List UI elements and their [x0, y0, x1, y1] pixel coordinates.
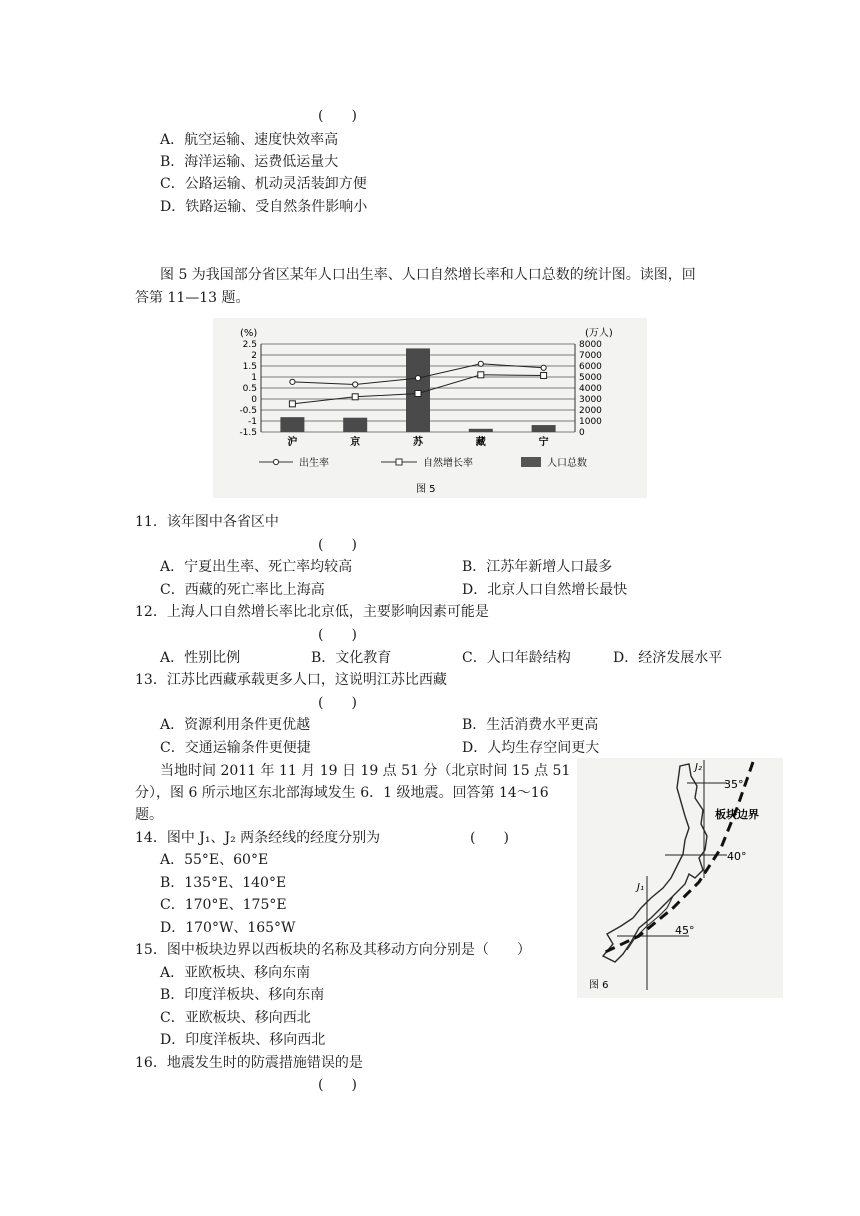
natural-growth-point-苏 [415, 391, 421, 397]
right-tick-labels [579, 340, 602, 438]
figure5-chart [213, 318, 647, 498]
right-tick-label: 3000 [579, 395, 602, 405]
intro5-line2: 答第 11—13 题。 [135, 290, 250, 306]
right-tick-label: 6000 [579, 362, 602, 372]
natural-growth-point-沪 [289, 401, 295, 407]
legend-natural-label: 自然增长率 [423, 458, 473, 469]
q13-option-b: B．生活消费水平更高 [462, 717, 599, 733]
right-tick-label: 8000 [579, 340, 602, 350]
q11-option-c: C．西藏的死亡率比上海高 [160, 582, 325, 598]
label-35: 35° [724, 778, 744, 791]
q10-option-c: C．公路运输、机动灵活装卸方便 [160, 176, 367, 192]
left-tick-label: 1 [251, 373, 257, 383]
q14-answer-paren: ( ) [470, 830, 509, 846]
q13-option-a: A．资源利用条件更优越 [160, 717, 311, 733]
category-labels [287, 435, 548, 448]
intro5-line1: 图 5 为我国部分省区某年人口出生率、人口自然增长率和人口总数的统计图。读图，回 [160, 267, 696, 283]
left-tick-labels [239, 340, 257, 438]
q15-option-d: D．印度洋板块、移向西北 [160, 1032, 326, 1048]
q14-option-a: A．55°E、60°E [160, 852, 269, 868]
right-tick-label: 7000 [579, 351, 602, 361]
left-tick-label: 0 [251, 395, 257, 405]
natural-growth-point-藏 [478, 372, 484, 378]
q15-option-a: A．亚欧板块、移向东南 [160, 965, 311, 981]
right-tick-label: 4000 [579, 384, 602, 394]
legend-birth-label: 出生率 [299, 458, 329, 469]
coastline-inner [627, 896, 673, 950]
q12-answer-paren: ( ) [318, 627, 357, 643]
label-j2: J₂ [695, 762, 702, 773]
figure6-caption: 图 6 [589, 980, 609, 991]
q12-option-c: C．人口年龄结构 [462, 650, 571, 666]
intro6-line3: 题。 [135, 807, 163, 823]
q13-option-d: D．人均生存空间更大 [462, 740, 600, 756]
figure5 [213, 318, 647, 498]
bar-京 [343, 418, 367, 432]
q13-option-c: C．交通运输条件更便捷 [160, 740, 311, 756]
bar-宁 [532, 425, 556, 432]
q10-answer-paren: ( ) [318, 108, 357, 124]
birth-rate-point-沪 [290, 379, 295, 384]
legend-pop-swatch [521, 457, 541, 467]
birth-rate-point-苏 [415, 376, 420, 381]
q12-option-d: D．经济发展水平 [613, 650, 723, 666]
label-j1: J₁ [637, 882, 644, 893]
q14-stem: 14．图中 J₁、J₂ 两条经线的经度分别为 [135, 830, 381, 846]
category-label: 宁 [538, 437, 549, 448]
right-tick-label: 2000 [579, 406, 602, 416]
q14-option-b: B．135°E、140°E [160, 875, 287, 891]
q14-option-d: D．170°W、165°W [160, 920, 296, 936]
label-45: 45° [675, 924, 695, 937]
left-tick-label: 1.5 [242, 362, 257, 372]
left-axis-unit: (%) [240, 328, 258, 339]
q11-option-a: A．宁夏出生率、死亡率均较高 [160, 559, 353, 575]
left-tick-label: -1 [248, 417, 257, 427]
q11-option-b: B．江苏年新增人口最多 [462, 559, 613, 575]
birth-rate-point-藏 [478, 361, 483, 366]
q10-option-a: A．航空运输、速度快效率高 [160, 132, 339, 148]
left-tick-label: -1.5 [239, 428, 257, 438]
left-tick-label: 0.5 [242, 384, 257, 394]
category-label: 沪 [287, 437, 298, 448]
q16-answer-paren: ( ) [318, 1077, 357, 1093]
q13-stem: 13．江苏比西藏承载更多人口，这说明江苏比西藏 [135, 672, 447, 688]
natural-growth-point-宁 [541, 372, 547, 378]
birth-rate-point-京 [353, 382, 358, 387]
q12-stem: 12．上海人口自然增长率比北京低，主要影响因素可能是 [135, 604, 489, 620]
category-label: 藏 [475, 437, 486, 448]
q11-option-d: D．北京人口自然增长最快 [462, 582, 628, 598]
intro6-line1: 当地时间 2011 年 11 月 19 日 19 点 51 分（北京时间 15 点 51 [160, 763, 571, 779]
figure5-caption: 图 5 [416, 484, 436, 495]
q15-option-b: B．印度洋板块、移向东南 [160, 987, 325, 1003]
q13-answer-paren: ( ) [318, 695, 357, 711]
intro6-line2: 分），图 6 所示地区东北部海域发生 6．1 级地震。回答第 14～16 [135, 785, 549, 801]
bar-藏 [469, 429, 493, 432]
q15-option-c: C．亚欧板块、移向西北 [160, 1010, 311, 1026]
figure6 [577, 758, 783, 998]
left-tick-label: -0.5 [239, 406, 257, 416]
legend-natural-marker [396, 459, 402, 465]
right-axis-unit: (万人) [585, 328, 613, 339]
q16-stem: 16．地震发生时的防震措施错误的是 [135, 1055, 363, 1071]
label-boundary: 板块边界 [715, 808, 759, 821]
natural-growth-point-京 [352, 394, 358, 400]
category-label: 苏 [413, 437, 423, 448]
q11-answer-paren: ( ) [318, 537, 357, 553]
q11-stem: 11．该年图中各省区中 [135, 514, 279, 530]
birth-rate-point-宁 [541, 365, 546, 370]
right-tick-label: 1000 [579, 417, 602, 427]
right-tick-label: 0 [579, 428, 585, 438]
label-40: 40° [727, 850, 747, 863]
q10-option-b: B．海洋运输、运费低运量大 [160, 154, 339, 170]
legend-birth-marker [273, 459, 278, 464]
q14-option-c: C．170°E、175°E [160, 897, 287, 913]
q12-option-a: A．性别比例 [160, 650, 241, 666]
right-tick-label: 5000 [579, 373, 602, 383]
left-tick-label: 2 [251, 351, 257, 361]
q12-option-b: B．文化教育 [311, 650, 392, 666]
legend-pop-label: 人口总数 [547, 458, 587, 469]
bar-沪 [280, 417, 304, 432]
left-tick-label: 2.5 [242, 340, 257, 350]
figure6-map [577, 758, 783, 998]
category-label: 京 [350, 437, 361, 448]
q10-option-d: D．铁路运输、受自然条件影响小 [160, 199, 368, 215]
q15-stem: 15．图中板块边界以西板块的名称及其移动方向分别是（ ） [135, 942, 531, 958]
